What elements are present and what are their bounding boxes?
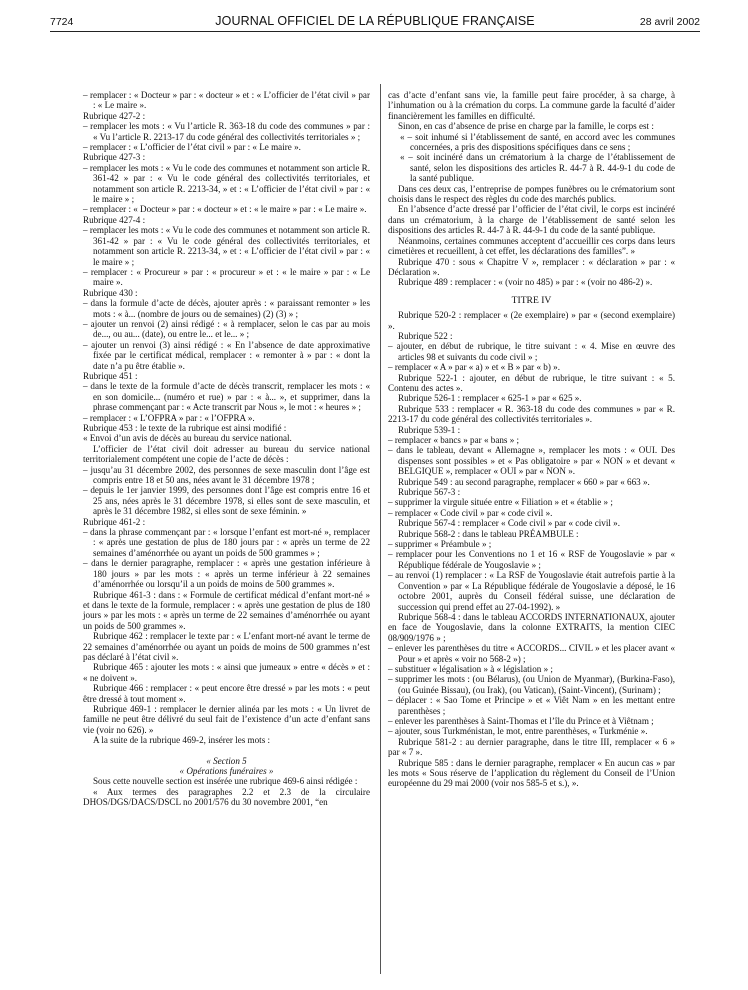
- paragraph: – remplacer : « Docteur » par : « docteur » et : « le maire » par : « Le maire ».: [83, 204, 367, 215]
- paragraph: – remplacer : « L’officier de l’état civil » par : « Le maire ».: [83, 142, 301, 153]
- paragraph: Rubrique 526-1 : remplacer « 625-1 » par « 625 ».: [398, 393, 582, 404]
- header-rule: [50, 31, 700, 32]
- paragraph: Rubrique 461-3 : dans : « Formule de certificat médical d’enfant mort-né » et dans le texte de la formule, remplacer : « après une gestation de plus de 180 jours » par les mots : « après un terme de 22 semaines d’aménorrhée ou ayant un poids de 500 grammes ».: [83, 589, 370, 631]
- paragraph: Rubrique 427-4 :: [83, 214, 146, 225]
- paragraph: Rubrique 522 :: [398, 330, 453, 341]
- paragraph: – remplacer « A » par « a) » et « B » par « b) ».: [388, 362, 560, 373]
- paragraph: Rubrique 522-1 : ajouter, en début de rubrique, le titre suivant : « 5. Contenu des actes ».: [388, 372, 675, 393]
- paragraph: – ajouter un renvoi (3) ainsi rédigé : « En l’absence de date approximative fixée par le certificat médical, remplacer : « remonter à » par : « dont la date n’a pu être établie ».: [83, 339, 370, 371]
- paragraph: Rubrique 465 : ajouter les mots : « ainsi que jumeaux » entre « décès » et : « ne doivent ».: [83, 662, 370, 683]
- paragraph: Rubrique 470 : sous « Chapitre V », remplacer : « déclaration » par : « Déclaration ».: [388, 256, 675, 277]
- paragraph: – enlever les parenthèses du titre « ACCORDS... CIVIL » et les placer avant « Pour » et après « voir no 568-2 ») ;: [388, 643, 675, 664]
- section-heading: « Section 5: [206, 755, 247, 766]
- paragraph: Rubrique 462 : remplacer le texte par : « L’enfant mort-né avant le terme de 22 semaines d’aménorrhée ou ayant un poids de moins de 500 grammes n’est pas déclaré à l’état civil ».: [83, 631, 370, 662]
- paragraph: « Aux termes des paragraphes 2.2 et 2.3 de la circulaire DHOS/DGS/DACS/DSCL no 2001/576 du 30 novembre 2001, “en: [83, 786, 370, 808]
- paragraph: – remplacer pour les Conventions no 1 et 16 « RSF de Yougoslavie » par « République fédérale de Yougoslavie » ;: [388, 549, 675, 570]
- paragraph: Rubrique 427-2 :: [83, 110, 146, 121]
- paragraph: Sinon, en cas d’absence de prise en charge par la famille, le corps est :: [398, 121, 654, 132]
- journal-title: JOURNAL OFFICIEL DE LA RÉPUBLIQUE FRANÇAISE: [215, 14, 535, 28]
- paragraph: – ajouter un renvoi (2) ainsi rédigé : « à remplacer, selon le cas par au mois de..., ou au... (date), ou entre le... et le... » ;: [83, 318, 370, 340]
- paragraph: – ajouter, sous Turkménistan, le mot, entre parenthèses, « Turkménie ».: [388, 726, 648, 737]
- paragraph: – supprimer « Préambule » ;: [388, 539, 492, 550]
- paragraph: Rubrique 581-2 : au dernier paragraphe, dans le titre III, remplacer « 6 » par « 7 ».: [388, 736, 675, 758]
- paragraph: – au renvoi (1) remplacer : « La RSF de Yougoslavie était autrefois partie à la Convention » par « La République fédérale de Yougoslavie a déposé, le 16 octobre 2001, auprès du Conseil fédéral suisse, une déclaration de succession qui prend effet au 27-04-1992). »: [388, 570, 675, 612]
- paragraph: « Opérations funéraires »: [179, 766, 274, 776]
- paragraph: « Envoi d’un avis de décès au bureau du service national.: [83, 433, 292, 444]
- paragraph: Rubrique 585 : dans le dernier paragraphe, remplacer « En aucun cas » par les mots « Sous réserve de l’application du règlement du Conseil de l’Union européenne du 29 mai 2000 (voir nos 585-5 et s.), ».: [388, 757, 675, 789]
- paragraph: Rubrique 469-1 : remplacer le dernier alinéa par les mots : « Un livret de famille ne peut être délivré du seul fait de l’existence d’un acte d’enfant sans vie (voir no 626). »: [83, 703, 370, 735]
- paragraph: – remplacer : « L’OFPRA » par : « l’OFPRA ».: [83, 412, 255, 423]
- paragraph: – remplacer « Code civil » par « code civil ».: [388, 507, 553, 518]
- paragraph: – remplacer les mots : « Vu l’article R. 363-18 du code des communes » par : « Vu l’article R. 2213-17 du code général des collectivités territoriales » ;: [83, 121, 370, 142]
- paragraph: – supprimer la virgule située entre « Filiation » et « établie » ;: [388, 497, 613, 508]
- paragraph: – dans la phrase commençant par : « lorsque l’enfant est mort-né », remplacer : « après une gestation de plus de 180 jours par : « après un terme de 22 semaines d’aménorrhée ou ayant un poids de 500 grammes » ;: [83, 527, 370, 558]
- paragraph: Rubrique 549 : au second paragraphe, remplacer « 660 » par « 663 ».: [398, 476, 650, 487]
- paragraph: – remplacer les mots : « Vu le code des communes et notamment son article R. 361-42 » par : « Vu le code général des collectivités territoriales, et notamment son article R. 2213-34, » et : « L’officier de l’état civil » par : « le maire » ;: [83, 162, 370, 205]
- paragraph: – substituer « légalisation » à « législation » ;: [388, 663, 553, 674]
- paragraph: – jusqu’au 31 décembre 2002, des personnes de sexe masculin dont l’âge est compris entre 18 et 50 ans, nées avant le 31 décembre 1978 ;: [83, 464, 370, 486]
- page-number: 7724: [50, 16, 74, 28]
- column-divider: [380, 84, 381, 974]
- paragraph: – remplacer les mots : « Vu le code des communes et notamment son article R. 361-42 » par : « Vu le code général des collectivités territoriales, et notamment son article R. 2213-34, » et : « L’officier de l’état civil » par : « le maire » ;: [83, 225, 370, 267]
- paragraph: L’officier de l’état civil doit adresser au bureau du service national territorialement compétent une copie de l’acte de décès :: [83, 443, 370, 465]
- paragraph: – remplacer : « Docteur » par : « docteur » et : « L’officier de l’état civil » par : « Le maire ».: [83, 90, 370, 111]
- paragraph: Rubrique 466 : remplacer : « peut encore être dressé » par les mots : « peut être dressé à tout moment ».: [83, 683, 370, 704]
- paragraph: – dans le dernier paragraphe, remplacer : « après une gestation inférieure à 180 jours » par les mots : « après un terme inférieur à 22 semaines d’aménorrhée ou lorsqu’il a un poids de moins de 500 grammes ».: [83, 558, 370, 590]
- paragraph: Rubrique 568-4 : dans le tableau ACCORDS INTERNATIONAUX, ajouter en face de Yougoslavie, dans la colonne EXTRAITS, la mention CIEC 08/909/1976 » ;: [388, 611, 675, 643]
- paragraph: Néanmoins, certaines communes acceptent d’accueillir ces corps dans leurs cimetières et recueillent, à cet effet, les déclarations des familles”. »: [388, 235, 675, 257]
- paragraph: – enlever les parenthèses à Saint-Thomas et l’île du Prince et à Viêtnam ;: [388, 715, 654, 726]
- paragraph: Rubrique 567-3 :: [398, 487, 461, 498]
- paragraph: – remplacer : « Procureur » par : « procureur » et : « le maire » par : « Le maire ».: [83, 266, 370, 288]
- paragraph: – depuis le 1er janvier 1999, des personnes dont l’âge est compris entre 16 et 25 ans, nées après le 31 décembre 1978, si elles sont de sexe masculin, et après le 31 décembre 1982, si elles sont de sexe féminin. »: [83, 485, 370, 517]
- paragraph: Rubrique 461-2 :: [83, 516, 146, 527]
- paragraph: Rubrique 520-2 : remplacer « (2e exemplaire) » par « (second exemplaire) ».: [388, 310, 675, 331]
- paragraph: Rubrique 453 : le texte de la rubrique est ainsi modifié :: [83, 423, 287, 433]
- paragraph: « – soit incinéré dans un crématorium à la charge de l’établissement de santé, selon les dispositions des articles R. 44-7 à R. 44-9-1 du code de la santé publique.: [400, 152, 675, 184]
- section-title: TITRE IV: [511, 294, 552, 306]
- paragraph: Rubrique 427-3 :: [83, 152, 146, 163]
- paragraph: – déplacer : « Sao Tome et Principe » et « Viêt Nam » en les mettant entre parenthèses ;: [388, 695, 675, 716]
- paragraph: A la suite de la rubrique 469-2, insérer les mots :: [93, 735, 271, 746]
- paragraph: – dans le tableau, devant « Allemagne », remplacer les mots : « OUI. Des dispenses sont possibles » et « Pas obligatoire » par « NON » et devant « BELGIQUE », remplacer « OUI » par « NON ».: [388, 445, 675, 477]
- paragraph: – dans le texte de la formule d’acte de décès transcrit, remplacer les mots : « en son domicile... (numéro et rue) » par : « à... », et supprimer, dans la phrase commençant par : « Acte transcrit par Nous », le mot : « heures » ;: [83, 381, 370, 413]
- right-column: [388, 90, 675, 789]
- paragraph: Rubrique 489 : remplacer : « (voir no 485) » par : « (voir no 486-2) ».: [398, 277, 653, 288]
- paragraph: Rubrique 539-1 :: [398, 424, 461, 435]
- paragraph: – supprimer les mots : (ou Bélarus), (ou Union de Myanmar), (Burkina-Faso), (ou Guinée Bissau), (ou Irak), (ou Vatican), (Saint-Vincent), (Surinam) ;: [388, 674, 675, 695]
- left-column: [83, 90, 370, 808]
- publication-date: 28 avril 2002: [639, 16, 700, 28]
- paragraph: Rubrique 451 :: [83, 370, 138, 381]
- paragraph: – remplacer « bancs » par « bans » ;: [388, 435, 520, 445]
- paragraph: Dans ces deux cas, l’entreprise de pompes funèbres ou le crématorium sont choisis dans le respect des règles du code des marchés publics.: [388, 183, 675, 205]
- paragraph: cas d’acte d’enfant sans vie, la famille peut faire procéder, à sa charge, à l’inhumation ou à la crémation du corps. La commune garde la faculté d’aider financièrement les familles en difficulté.: [388, 90, 675, 121]
- paragraph: « – soit inhumé si l’établissement de santé, en accord avec les communes concernées, a pris des dispositions spécifiques dans ce sens ;: [400, 131, 675, 153]
- paragraph: Rubrique 567-4 : remplacer « Code civil » par « code civil ».: [398, 518, 620, 529]
- paragraph: Sous cette nouvelle section est insérée une rubrique 469-6 ainsi rédigée :: [93, 776, 358, 787]
- paragraph: Rubrique 568-2 : dans le tableau PRÉAMBULE :: [398, 528, 579, 539]
- paragraph: – ajouter, en début de rubrique, le titre suivant : « 4. Mise en œuvre des articles 98 et suivants du code civil » ;: [388, 341, 675, 362]
- paragraph: – dans la formule d’acte de décès, ajouter après : « paraissant remonter » les mots : « à... (nombre de jours ou de semaines) (2) (3) » ;: [83, 298, 370, 319]
- paragraph: Rubrique 430 :: [83, 287, 138, 298]
- paragraph: En l’absence d’acte dressé par l’officier de l’état civil, le corps est incinéré dans un crématorium, à la charge de l’établissement de santé selon les dispositions des articles R. 44-7 à R. 44-9-1 du code de la santé publique.: [388, 204, 675, 236]
- page-header: [50, 14, 700, 32]
- paragraph: Rubrique 533 : remplacer « R. 363-18 du code des communes » par « R. 2213-17 du code général des collectivités territoriales ».: [388, 403, 675, 425]
